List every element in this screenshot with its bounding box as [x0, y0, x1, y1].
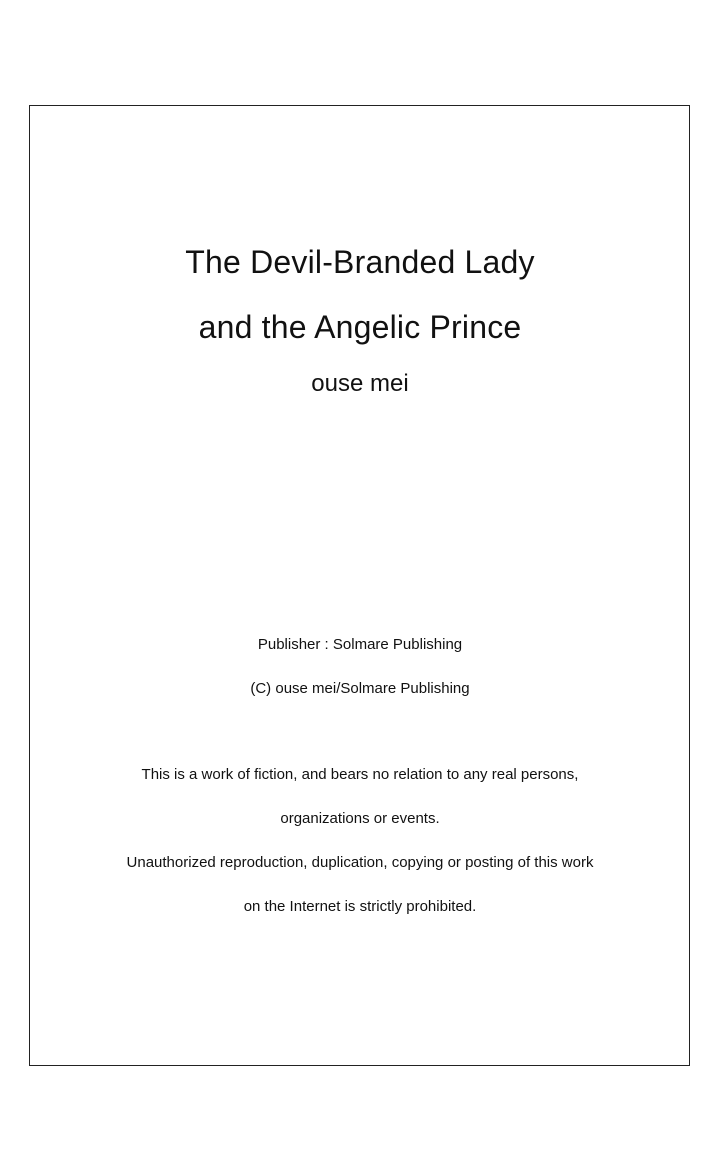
disclaimer-line-3: Unauthorized reproduction, duplication, copying or posting of this work — [126, 854, 594, 871]
book-title-line-1: The Devil-Branded Lady — [185, 244, 535, 280]
copyright-line: (C) ouse mei/Solmare Publishing — [250, 680, 470, 697]
book-author: ouse mei — [311, 370, 409, 397]
disclaimer-line-4: on the Internet is strictly prohibited. — [243, 898, 477, 915]
publisher-line: Publisher : Solmare Publishing — [257, 636, 463, 653]
disclaimer-line-1: This is a work of fiction, and bears no relation to any real persons, — [141, 766, 579, 783]
book-title-line-2: and the Angelic Prince — [198, 309, 522, 345]
disclaimer-line-2: organizations or events. — [280, 810, 440, 827]
